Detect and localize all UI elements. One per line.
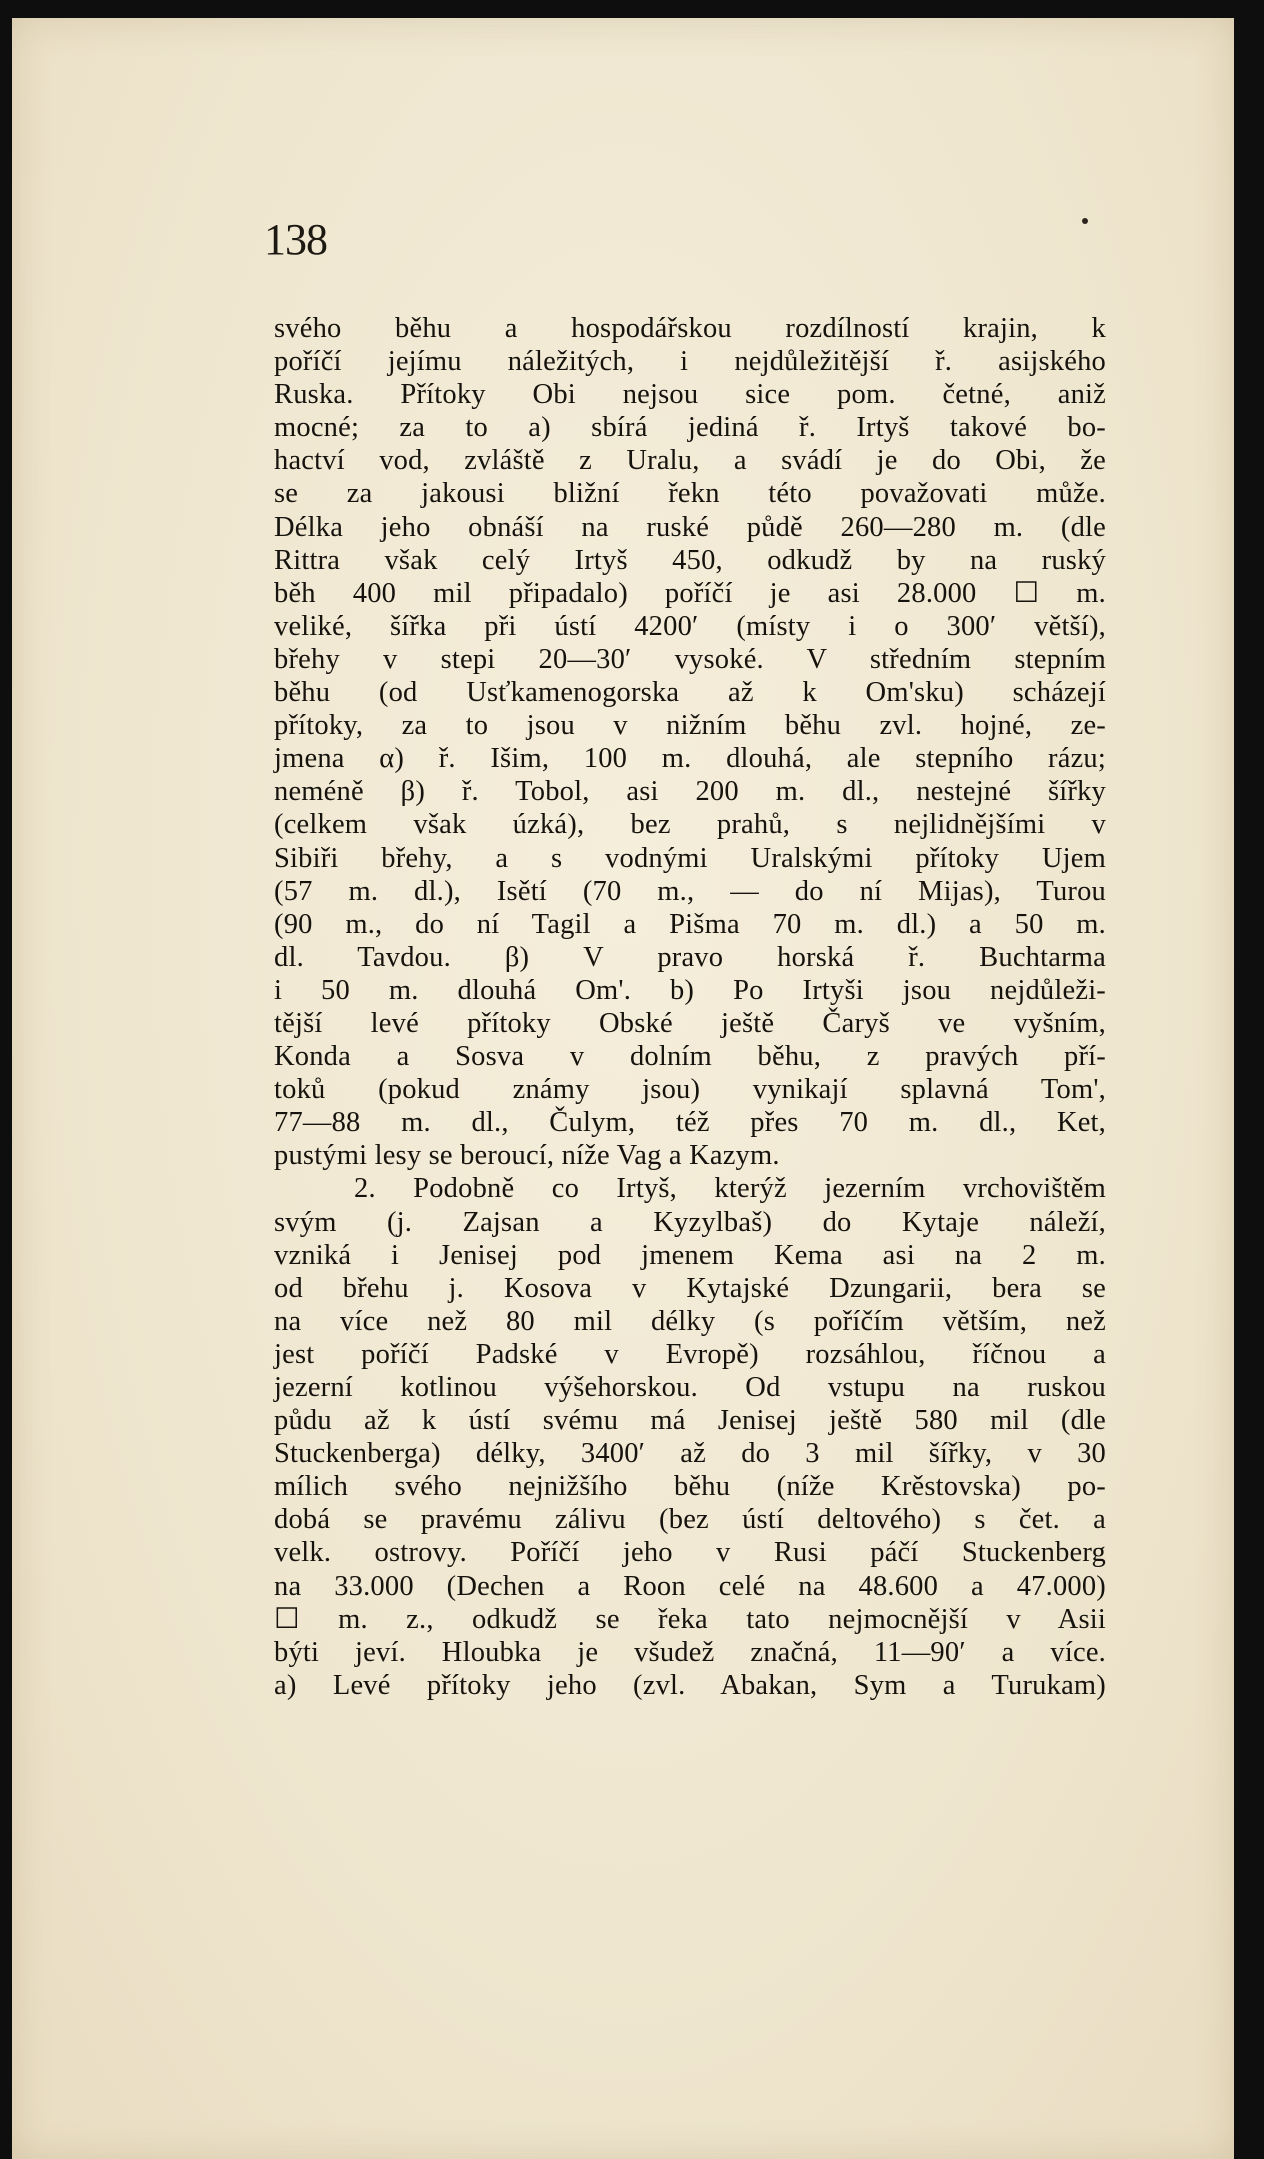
text-line: poříčí jejímu náležitých, i nejdůležitější ř. asijského [274,346,1106,378]
text-line: velk. ostrovy. Poříčí jeho v Rusi páčí Stuckenberg [274,1537,1106,1569]
text-line: Stuckenberga) délky, 3400′ až do 3 mil šířky, v 30 [274,1438,1106,1470]
text-line: běh 400 mil připadalo) poříčí je asi 28.000 ☐ m. [274,577,1106,609]
text-line: mílich svého nejnižšího běhu (níže Krěstovska) po- [274,1471,1106,1503]
text-line: běhu (od Usťkamenogorska až k Om'sku) scházejí [274,677,1106,709]
text-line: od břehu j. Kosova v Kytajské Dzungarii, bera se [274,1272,1106,1304]
text-line: mocné; za to a) sbírá jediná ř. Irtyš takové bo- [274,412,1106,444]
page-number: 138 [264,215,327,264]
text-line: svého běhu a hospodářskou rozdílností krajin, k [274,313,1106,344]
text-line: (90 m., do ní Tagil a Pišma 70 m. dl.) a 50 m. [274,908,1106,940]
text-line: a) Levé přítoky jeho (zvl. Abakan, Sym a Turukam) [274,1669,1106,1701]
text-line: pustými lesy se beroucí, níže Vag a Kazym. [274,1140,780,1172]
text-line: břehy v stepi 20—30′ vysoké. V středním stepním [274,643,1106,675]
text-line: svým (j. Zajsan a Kyzylbaš) do Kytaje náleží, [274,1206,1106,1238]
text-line: neméně β) ř. Tobol, asi 200 m. dl., nestejné šířky [274,776,1106,808]
text-line: hactví vod, zvláště z Uralu, a svádí je do Obi, že [274,445,1106,477]
text-line: dobá se pravému zálivu (bez ústí deltového) s čet. a [274,1504,1106,1536]
text-line: jmena α) ř. Išim, 100 m. dlouhá, ale stepního rázu; [274,743,1106,775]
text-line: tější levé přítoky Obské ještě Čaryš ve vyšním, [274,1007,1106,1039]
text-line: i 50 m. dlouhá Om'. b) Po Irtyši jsou nejdůleži- [274,974,1106,1006]
text-line: jezerní kotlinou výšehorskou. Od vstupu na ruskou [274,1372,1106,1403]
text-line: Sibiři břehy, a s vodnými Uralskými přítoky Ujem [274,842,1106,874]
text-line: přítoky, za to jsou v nižním běhu zvl. hojné, ze- [274,710,1106,742]
text-line: ☐ m. z., odkudž se řeka tato nejmocnější v Asii [274,1603,1106,1635]
text-line: na 33.000 (Dechen a Roon celé na 48.600 a 47.000) [274,1570,1106,1602]
text-line: (57 m. dl.), Isětí (70 m., — do ní Mijas), Turou [274,875,1106,907]
text-line: půdu až k ústí svému má Jenisej ještě 580 mil (dle [274,1405,1106,1437]
text-line: dl. Tavdou. β) V pravo horská ř. Buchtarma [274,941,1106,973]
text-line: býti jeví. Hloubka je všudež značná, 11—90′ a více. [274,1636,1106,1668]
text-line: Ruska. Přítoky Obi nejsou sice pom. četné, aniž [274,379,1106,411]
text-line: 2. Podobně co Irtyš, kterýž jezerním vrchovištěm [354,1173,1106,1205]
book-page [12,18,1234,2159]
body-text [274,312,1106,1702]
text-line: Konda a Sosva v dolním běhu, z pravých pří- [274,1041,1106,1073]
text-line: Rittra však celý Irtyš 450, odkudž by na ruský [274,544,1106,576]
ink-dot [1082,218,1088,224]
text-line: se za jakousi bližní řekn této považovati může. [274,478,1106,510]
text-line: vzniká i Jenisej pod jmenem Kema asi na 2 m. [274,1239,1106,1271]
text-line: veliké, šířka při ústí 4200′ (místy i o 300′ větší), [274,610,1106,642]
text-line: toků (pokud známy jsou) vynikají splavná Tom', [274,1074,1106,1106]
text-line: 77—88 m. dl., Čulym, též přes 70 m. dl., Ket, [274,1107,1106,1139]
text-line: jest poříčí Padské v Evropě) rozsáhlou, říčnou a [274,1338,1106,1370]
text-line: na více než 80 mil délky (s poříčím větším, než [274,1305,1106,1337]
text-line: Délka jeho obnáší na ruské půdě 260—280 m. (dle [274,511,1106,543]
text-line: (celkem však úzká), bez prahů, s nejlidnějšími v [274,809,1106,841]
